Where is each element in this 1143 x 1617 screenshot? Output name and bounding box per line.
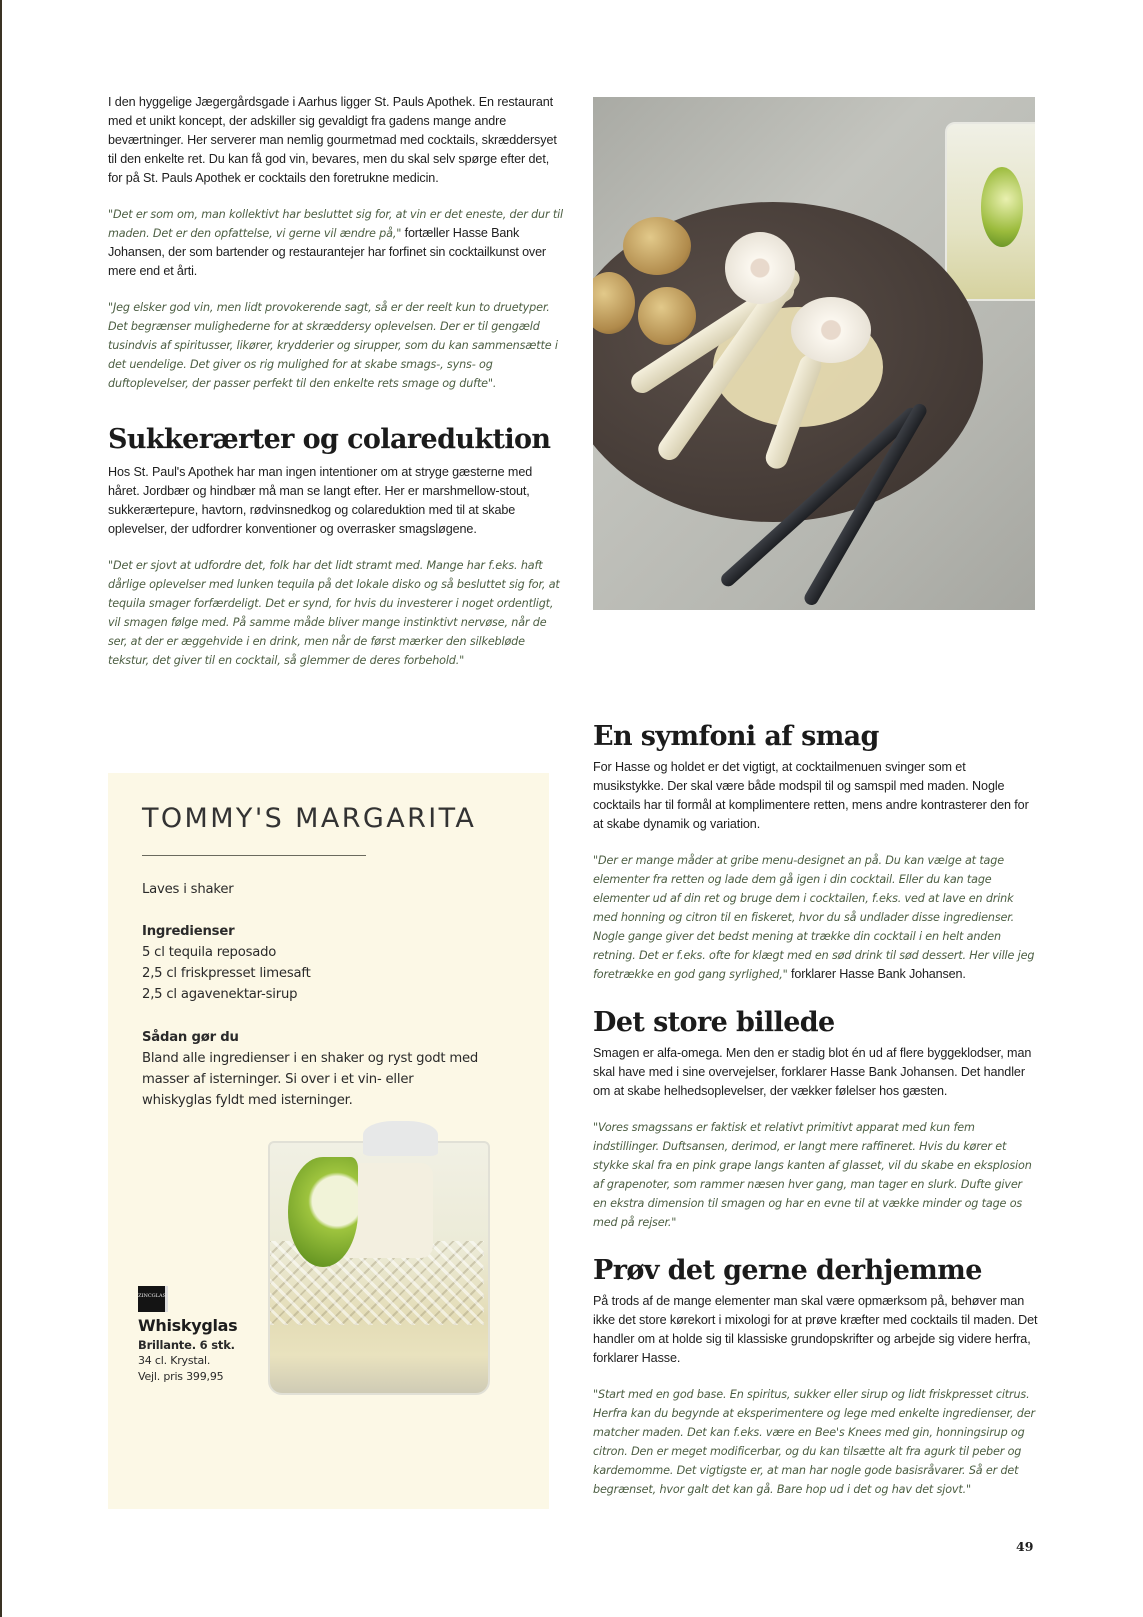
cocktail-glass-photo [268, 1121, 486, 1397]
left-column [108, 93, 564, 670]
quote-attribution: forklarer Hasse Bank Johansen. [787, 967, 966, 981]
quote-text: "Det er som om, man kollektivt har besluttet sig for, at vin er det eneste, der dur til maden. Det er den opfattelse, vi gerne vil ændre på," [108, 208, 563, 240]
steps-text: Bland alle ingredienser i en shaker og ryst godt med masser af isterninger. Si over i et vin- eller whiskyglas fyldt med isterninger. [142, 1051, 479, 1108]
potato-image [623, 217, 691, 275]
fish-roll-image [791, 297, 871, 363]
section-heading-det-store-billede: Det store billede [593, 1007, 835, 1038]
lime-wedge-image [288, 1157, 358, 1267]
intro-paragraph: I den hyggelige Jægergårdsgade i Aarhus ligger St. Pauls Apothek. En restaurant med et unikt koncept, der adskiller sig gevaldigt fra gadens mange andre beværtninger. Her serverer man nemlig gourmetmad med cocktails, skræddersyet til den enkelte ret. Du kan få god vin, bevares, men du skal selv spørge efter det, for på St. Pauls Apothek er cocktails den foretrukne medicin. [108, 95, 557, 185]
fish-roll-image [725, 232, 795, 304]
section3-paragraph: Smagen er alfa-omega. Men den er stadig blot én ud af flere byggeklodser, man skal have med i sine overvejelser, forklarer Hasse Bank Johansen. Det handler om at skabe helhedsoplevelser, der vækker følelser hos gæsten. [593, 1046, 1032, 1098]
product-size: 34 cl. Krystal. [138, 1354, 211, 1367]
section-heading-proev-det: Prøv det gerne derhjemme [593, 1255, 982, 1286]
ingredient-item: 2,5 cl agavenektar-sirup [142, 987, 298, 1002]
page-edge [0, 0, 2, 1617]
section1-paragraph: Hos St. Paul's Apothek har man ingen intentioner om at stryge gæsterne med håret. Jordbær og hindbær må man se langt efter. Her er marshmellow-stout, sukkerærtepure, havtorn, rødvinsnedkog og colareduktion med til at skabe oplevelser, der udfordrer konventioner og overrasker smagsløgene. [108, 465, 533, 536]
brand-logo: ZINCGLAS [138, 1286, 168, 1312]
recipe-method: Laves i shaker [142, 882, 234, 897]
section3-quote: "Vores smagssans er faktisk et relativt primitivt apparat med kun fem indstillinger. Duftsansen, derimod, er langt mere raffineret. Hvis du kører et stykke skal fra en pink grape langs kanten af glasset, vil du skabe en eksplosion af grapenoter, som rammer næsen hver gang, man tager en slurk. Dufte giver en ekstra dimension til smagen og har en evne til at vække minder og tage os med på rejser." [593, 1121, 1032, 1229]
section-heading-sukkeraerter: Sukkerærter og colareduktion [108, 424, 551, 455]
food-photo [593, 97, 1035, 610]
quote-text: "Der er mange måder at gribe menu-designet an på. Du kan vælge at tage elementer fra retten og lade dem gå igen i din cocktail. Eller du kan tage elementer ud af din ret og bruge dem i cocktailen, f.eks. ved at lave en drink med honning og citron til en fiskeret, hvor du så undlader disse ingredienser. Nogle gange giver det bedst mening at trække din cocktail i en helt anden retning. Det er f.eks. ofte for klægt med en sød drink til sød dessert. Her ville jeg foretrække en god gang syrlighed," [593, 854, 1035, 981]
ice-cube-image [363, 1121, 438, 1156]
section2-paragraph: For Hasse og holdet er det vigtigt, at cocktailmenuen svinger som et musikstykke. Der skal være både modspil til og samspil med maden. Nogle cocktails har til formål at komplimentere retten, mens andre kontrasterer den for at skabe dynamik og variation. [593, 760, 1029, 831]
page-number: 49 [1016, 1539, 1034, 1554]
section-heading-symfoni: En symfoni af smag [593, 721, 879, 752]
intro-quote-1 [108, 205, 564, 281]
section2-quote [593, 851, 1039, 984]
steps-section [142, 1027, 482, 1111]
recipe-title: TOMMY'S MARGARITA [142, 803, 477, 834]
potato-image [638, 287, 696, 345]
ingredient-item: 2,5 cl friskpresset limesaft [142, 966, 311, 981]
lime-garnish-image [981, 167, 1023, 247]
steps-heading: Sådan gør du [142, 1030, 239, 1045]
ingredient-item: 5 cl tequila reposado [142, 945, 277, 960]
product-name: Whiskyglas [138, 1316, 238, 1335]
intro-quote-2: "Jeg elsker god vin, men lidt provokerende sagt, så er der reelt kun to druetyper. Det begrænser mulighederne for at skræddersy oplevelsen. Der er til gengæld tusindvis af spiritusser, likører, krydderier og sirupper, som du kan sammensætte i det uendelige. Det giver os rig mulighed for at skabe smags-, syns- og duftoplevelser, der passer perfekt til den enkelte rets smage og dufte". [108, 301, 558, 390]
section4-quote: "Start med en god base. En spiritus, sukker eller sirup og lidt friskpresset citrus. Herfra kan du begynde at eksperimentere og lege med enkelte ingredienser, der matcher maden. Det kan f.eks. være en Bee's Knees med gin, honningsirup og citron. Den er meget modificerbar, og du kan tilsætte alt fra agurk til peber og kardemomme. Det vigtigste er, at man har nogle gode basisråvarer. Så er det begrænset, hvor galt det kan gå. Bare hop ud i det og hav det sjovt." [593, 1388, 1035, 1496]
product-subtitle: Brillante. 6 stk. [138, 1338, 235, 1352]
recipe-divider [142, 855, 366, 856]
recipe-box [108, 773, 549, 1509]
quote-attribution: fortæller Hasse Bank Johansen, der som bartender og restaurantejer har forfinet sin cocktailkunst over mere end et årti. [108, 226, 546, 278]
ingredients-heading: Ingredienser [142, 924, 235, 939]
ingredients-section [142, 921, 311, 1005]
product-price: Vejl. pris 399,95 [138, 1370, 224, 1383]
right-column [593, 720, 1039, 1499]
section1-quote: "Det er sjovt at udfordre det, folk har det lidt stramt med. Mange har f.eks. haft dårlige oplevelser med lunken tequila på det lokale disko og så besluttet sig for, at tequila smager forfærdeligt. Det er synd, for hvis du investerer i noget ordentligt, vil smagen følge med. På samme måde bliver mange instinktivt nervøse, når de ser, at der er æggehvide i en drink, men når de først mærker den silkebløde tekstur, det giver til en cocktail, så glemmer de deres forbehold." [108, 559, 560, 667]
section4-paragraph: På trods af de mange elementer man skal være opmærksom på, behøver man ikke det store kørekort i mixologi for at prøve kræfter med cocktails til maden. Det handler om at holde sig til klassiske grundopskrifter og arbejde sig videre herfra, forklarer Hasse. [593, 1294, 1038, 1365]
